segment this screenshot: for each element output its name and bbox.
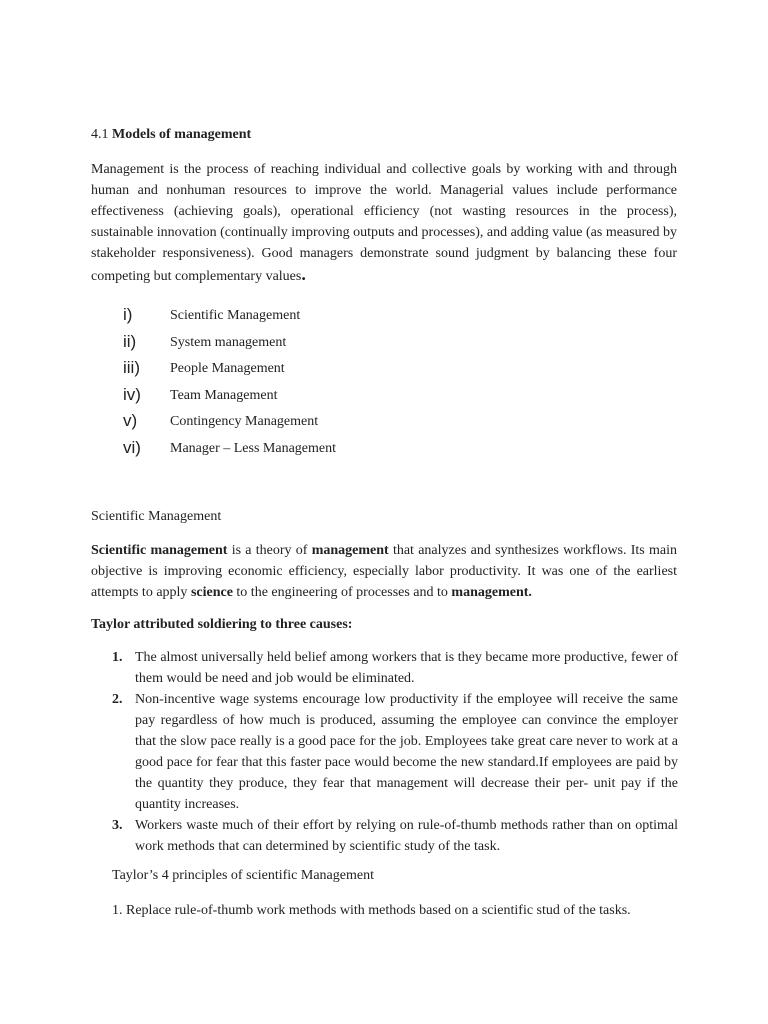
intro-text: Management is the process of reaching individual and collective goals by working with and through human and nonhuman resources to improve the world. Managerial values include performance effectiveness (achieving goals), operational efficiency (not wasting resources in the process), sustainable innovation (continually improving outputs and processes), and adding value (as measured by stakeholder responsiveness). Good managers demonstrate sound judgment by balancing these four competing but complementary values: [91, 162, 677, 284]
list-item: [123, 408, 523, 435]
list-marker: iii): [123, 358, 140, 377]
list-item: [123, 355, 523, 382]
term-management: management: [311, 543, 389, 558]
list-item: [112, 647, 678, 689]
list-item: [123, 329, 523, 356]
intro-paragraph: [91, 159, 677, 287]
principles-title: Taylor’s 4 principles of scientific Management: [112, 868, 374, 883]
section-heading: [91, 126, 251, 144]
scientific-definition: [91, 540, 677, 603]
list-marker: i): [123, 305, 133, 324]
list-marker: 3.: [112, 818, 123, 833]
causes-list: [112, 647, 678, 857]
definition-text: is a theory of: [227, 543, 312, 558]
term-scientific-management: Scientific management: [91, 543, 228, 558]
list-marker: vi): [123, 437, 141, 457]
principle-1: 1. Replace rule-of-thumb work methods with methods based on a scientific stud of the tasks.: [112, 903, 631, 918]
cause-text: The almost universally held belief among workers that is they became more productive, fewer of them would be need and job would be eliminated.: [135, 650, 678, 686]
list-label: System management: [170, 334, 287, 350]
scientific-management-title: Scientific Management: [91, 509, 222, 524]
list-label: Contingency Management: [170, 414, 319, 429]
list-label: Scientific Management: [170, 308, 301, 323]
term-management-end: management.: [451, 585, 532, 600]
cause-text: Workers waste much of their effort by relying on rule-of-thumb methods rather than on optimal work methods that can determined by scientific study of the task.: [135, 818, 678, 854]
list-label: People Management: [170, 361, 285, 376]
list-item: [123, 435, 523, 462]
list-label: Manager – Less Management: [170, 440, 336, 456]
list-item: [112, 815, 678, 857]
definition-text: to the engineering of processes and to: [232, 585, 452, 600]
list-item: [123, 302, 523, 329]
term-science: science: [190, 585, 233, 600]
list-marker: 1.: [112, 650, 123, 665]
heading-number: 4.1: [91, 127, 112, 142]
models-list: [123, 302, 523, 461]
list-marker: ii): [123, 331, 137, 351]
list-marker: iv): [123, 384, 141, 404]
list-item: [123, 382, 523, 409]
list-marker: 2.: [112, 692, 123, 707]
intro-period: .: [301, 264, 306, 284]
causes-title: Taylor attributed soldiering to three causes:: [91, 617, 353, 632]
heading-title: Models of management: [112, 127, 252, 142]
list-label: Team Management: [170, 387, 278, 403]
definition-text: that analyzes and synthesizes workflows. Its main objective is improving economic efficiency, especially labor productivity. It was one of the earliest attempts to apply: [91, 543, 678, 600]
cause-text: Non-incentive wage systems encourage low productivity if the employee will receive the same pay regardless of how much is produced, assuming the employee can convince the employer that the slow pace really is a good pace for the job. Employees take great care never to work at a good pace for fear that this faster pace would become the new standard.If employees are paid by the quantity they produce, they fear that management will decrease their per- unit pay if the quantity increases.: [135, 692, 678, 812]
list-item: [112, 689, 678, 815]
list-marker: v): [123, 411, 138, 430]
